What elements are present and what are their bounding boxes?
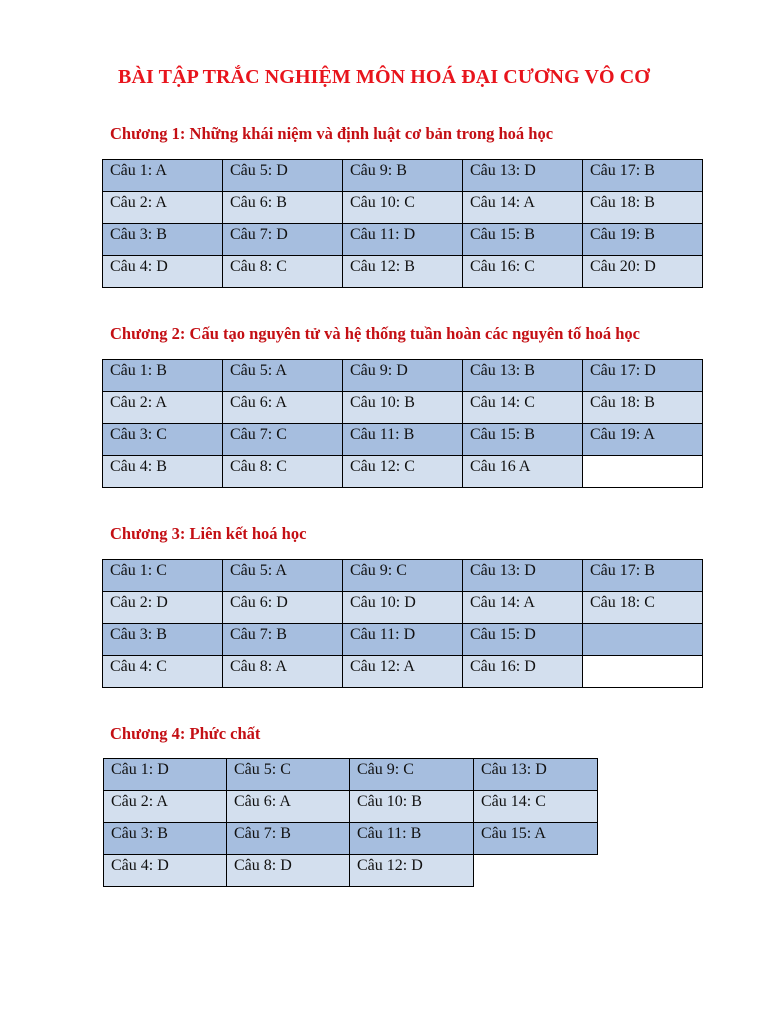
answer-cell: Câu 11: D: [343, 624, 463, 656]
table-row: [103, 192, 703, 224]
answer-cell: Câu 16: D: [463, 656, 583, 688]
table-row: [104, 823, 598, 855]
answer-cell: Câu 13: D: [474, 759, 598, 791]
answer-cell: Câu 2: A: [104, 791, 227, 823]
answer-cell: Câu 9: D: [343, 360, 463, 392]
chapter-3-heading: Chương 3: Liên kết hoá học: [110, 524, 307, 543]
answer-cell: Câu 18: B: [583, 192, 703, 224]
chapter-1-heading: Chương 1: Những khái niệm và định luật cơ bản trong hoá học: [110, 124, 554, 143]
answer-cell: Câu 9: C: [350, 759, 474, 791]
answer-cell: Câu 6: A: [223, 392, 343, 424]
answer-cell: Câu 6: D: [223, 592, 343, 624]
table-row: [103, 456, 703, 488]
answer-cell: Câu 11: B: [343, 424, 463, 456]
chapter-2-answer-table: [102, 359, 703, 488]
empty-cell: [583, 656, 703, 688]
answer-cell: Câu 13: D: [463, 560, 583, 592]
table-row: [103, 592, 703, 624]
answer-cell: Câu 5: A: [223, 360, 343, 392]
answer-cell: Câu 12: D: [350, 855, 474, 887]
answer-cell: Câu 12: C: [343, 456, 463, 488]
answer-cell: Câu 8: A: [223, 656, 343, 688]
answer-cell: Câu 5: D: [223, 160, 343, 192]
answer-cell: Câu 17: B: [583, 560, 703, 592]
answer-cell: Câu 14: C: [463, 392, 583, 424]
table-row: [103, 392, 703, 424]
answer-cell: Câu 2: A: [103, 392, 223, 424]
answer-cell: Câu 5: C: [227, 759, 350, 791]
answer-cell: Câu 11: B: [350, 823, 474, 855]
answer-cell: Câu 13: D: [463, 160, 583, 192]
answer-cell: Câu 8: D: [227, 855, 350, 887]
table-row: [103, 656, 703, 688]
document-title: BÀI TẬP TRẮC NGHIỆM MÔN HOÁ ĐẠI CƯƠNG VÔ CƠ: [118, 66, 650, 88]
table-row: [103, 624, 703, 656]
answer-cell: Câu 7: C: [223, 424, 343, 456]
answer-cell: Câu 3: B: [103, 224, 223, 256]
answer-cell: Câu 3: B: [103, 624, 223, 656]
answer-cell: Câu 10: D: [343, 592, 463, 624]
answer-cell: Câu 15: A: [474, 823, 598, 855]
table-row: [103, 224, 703, 256]
answer-cell: Câu 20: D: [583, 256, 703, 288]
answer-cell: Câu 19: A: [583, 424, 703, 456]
answer-cell: Câu 15: B: [463, 224, 583, 256]
answer-cell: Câu 10: C: [343, 192, 463, 224]
answer-cell: Câu 4: D: [104, 855, 227, 887]
answer-cell: Câu 1: D: [104, 759, 227, 791]
answer-cell: Câu 1: C: [103, 560, 223, 592]
answer-cell: Câu 19: B: [583, 224, 703, 256]
answer-cell: Câu 17: D: [583, 360, 703, 392]
answer-cell: Câu 12: A: [343, 656, 463, 688]
answer-cell: [583, 624, 703, 656]
answer-cell: Câu 13: B: [463, 360, 583, 392]
table-row: [103, 560, 703, 592]
chapter-1-answer-table: [102, 159, 703, 288]
chapter-3-answer-table: [102, 559, 703, 688]
answer-cell: Câu 3: B: [104, 823, 227, 855]
answer-cell: Câu 9: B: [343, 160, 463, 192]
table-row: [103, 256, 703, 288]
answer-cell: Câu 1: B: [103, 360, 223, 392]
table-row: [103, 160, 703, 192]
answer-cell: Câu 18: B: [583, 392, 703, 424]
answer-cell: Câu 16 A: [463, 456, 583, 488]
answer-cell: Câu 1: A: [103, 160, 223, 192]
answer-cell: Câu 9: C: [343, 560, 463, 592]
answer-cell: Câu 7: D: [223, 224, 343, 256]
answer-cell: Câu 11: D: [343, 224, 463, 256]
answer-cell: Câu 4: B: [103, 456, 223, 488]
answer-cell: Câu 6: B: [223, 192, 343, 224]
answer-cell: Câu 2: D: [103, 592, 223, 624]
answer-cell: Câu 15: B: [463, 424, 583, 456]
answer-cell: Câu 8: C: [223, 256, 343, 288]
answer-cell: Câu 7: B: [223, 624, 343, 656]
answer-cell: Câu 17: B: [583, 160, 703, 192]
answer-cell: Câu 10: B: [350, 791, 474, 823]
table-row: [104, 791, 598, 823]
chapter-4-answer-table: [103, 758, 598, 887]
answer-cell: Câu 18: C: [583, 592, 703, 624]
empty-cell: [583, 456, 703, 488]
answer-cell: Câu 8: C: [223, 456, 343, 488]
chapter-4-heading: Chương 4: Phức chất: [110, 724, 261, 743]
table-row: [103, 424, 703, 456]
table-row: [103, 360, 703, 392]
answer-cell: Câu 14: C: [474, 791, 598, 823]
answer-cell: Câu 14: A: [463, 592, 583, 624]
table-row: [104, 855, 598, 887]
answer-cell: Câu 4: D: [103, 256, 223, 288]
answer-cell: Câu 5: A: [223, 560, 343, 592]
blank-cell: [474, 855, 598, 887]
answer-cell: Câu 3: C: [103, 424, 223, 456]
answer-cell: Câu 7: B: [227, 823, 350, 855]
answer-cell: Câu 6: A: [227, 791, 350, 823]
answer-cell: Câu 2: A: [103, 192, 223, 224]
answer-cell: Câu 4: C: [103, 656, 223, 688]
answer-cell: Câu 14: A: [463, 192, 583, 224]
answer-cell: Câu 12: B: [343, 256, 463, 288]
answer-cell: Câu 16: C: [463, 256, 583, 288]
table-row: [104, 759, 598, 791]
answer-cell: Câu 10: B: [343, 392, 463, 424]
answer-cell: Câu 15: D: [463, 624, 583, 656]
chapter-2-heading: Chương 2: Cấu tạo nguyên tử và hệ thống tuần hoàn các nguyên tố hoá học: [110, 324, 640, 343]
